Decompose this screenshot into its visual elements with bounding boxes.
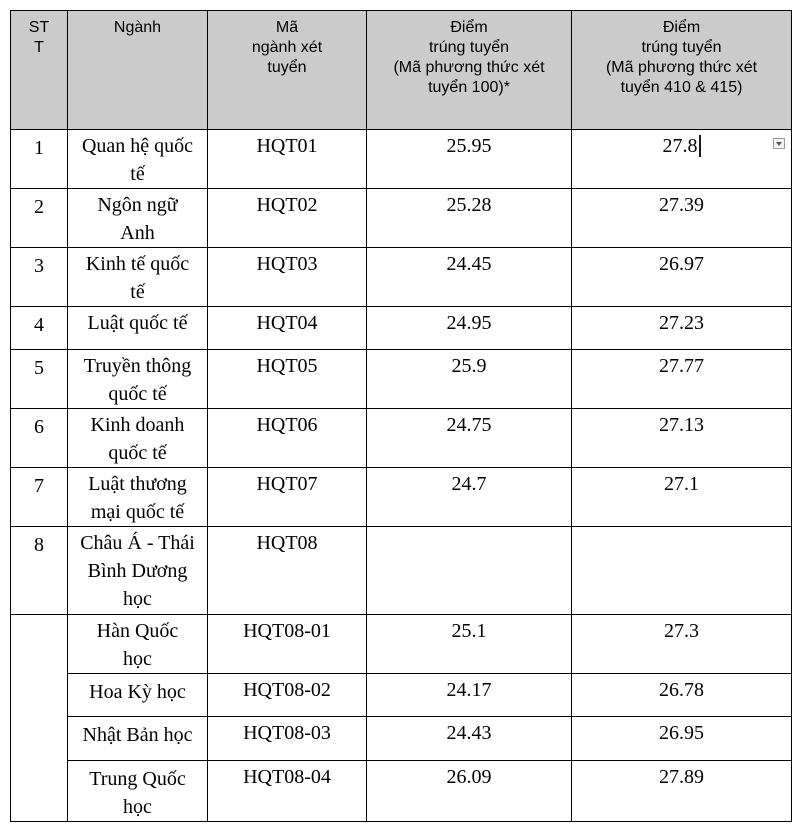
cell-diem-410: 26.78	[572, 674, 792, 717]
cell-nganh: Ngôn ngữ Anh	[68, 189, 208, 248]
cell-ma: HQT08-02	[208, 674, 367, 717]
cell-ma: HQT01	[208, 130, 367, 189]
cell-nganh: Hàn Quốc học	[68, 615, 208, 674]
cell-ma: HQT05	[208, 350, 367, 409]
cell-diem-100	[367, 527, 572, 615]
cell-diem-100: 26.09	[367, 761, 572, 822]
header-ma-nganh: Mã ngành xét tuyển	[208, 11, 367, 130]
cell-diem-410: 27.77	[572, 350, 792, 409]
cell-nganh: Kinh doanh quốc tế	[68, 409, 208, 468]
cell-ma: HQT08-04	[208, 761, 367, 822]
cell-ma: HQT08	[208, 527, 367, 615]
cell-diem-100: 24.95	[367, 307, 572, 350]
cell-diem-100: 24.75	[367, 409, 572, 468]
cell-ma: HQT02	[208, 189, 367, 248]
table-row	[11, 409, 792, 468]
table-row	[11, 307, 792, 350]
header-nganh: Ngành	[68, 11, 208, 130]
cell-stt: 6	[11, 409, 68, 468]
cell-nganh: Trung Quốc học	[68, 761, 208, 822]
cell-stt: 2	[11, 189, 68, 248]
admission-score-table	[10, 10, 792, 822]
cell-ma: HQT07	[208, 468, 367, 527]
cell-stt: 8	[11, 527, 68, 615]
table-row	[11, 615, 792, 674]
cell-diem-410: 27.23	[572, 307, 792, 350]
header-diem-100: Điểm trúng tuyển (Mã phương thức xét tuyển 100)*	[367, 11, 572, 130]
cell-nganh: Hoa Kỳ học	[68, 674, 208, 717]
cell-diem-410: 26.95	[572, 717, 792, 761]
cell-nganh: Nhật Bản học	[68, 717, 208, 761]
cell-nganh: Luật quốc tế	[68, 307, 208, 350]
cell-nganh: Quan hệ quốc tế	[68, 130, 208, 189]
table-row	[11, 717, 792, 761]
table-row	[11, 350, 792, 409]
table-row	[11, 761, 792, 822]
table-row	[11, 674, 792, 717]
cell-ma: HQT06	[208, 409, 367, 468]
header-diem-410-415: Điểm trúng tuyển (Mã phương thức xét tuyển 410 & 415)	[572, 11, 792, 130]
cell-diem-410: 27.3	[572, 615, 792, 674]
cell-stt: 3	[11, 248, 68, 307]
cell-value-with-cursor[interactable]: 27.8	[663, 135, 701, 157]
cell-diem-100: 25.9	[367, 350, 572, 409]
cell-nganh: Châu Á - Thái Bình Dương học	[68, 527, 208, 615]
cell-ma: HQT04	[208, 307, 367, 350]
table-row	[11, 248, 792, 307]
cell-nganh: Kinh tế quốc tế	[68, 248, 208, 307]
cell-diem-410-active[interactable]	[572, 130, 792, 189]
cell-stt: 1	[11, 130, 68, 189]
table-row	[11, 130, 792, 189]
cell-diem-410: 27.1	[572, 468, 792, 527]
cell-stt: 7	[11, 468, 68, 527]
header-row	[11, 11, 792, 130]
table-row	[11, 189, 792, 248]
cell-ma: HQT08-03	[208, 717, 367, 761]
table-row	[11, 468, 792, 527]
cell-diem-100: 24.17	[367, 674, 572, 717]
cell-ma: HQT03	[208, 248, 367, 307]
cell-diem-410	[572, 527, 792, 615]
cell-diem-100: 24.43	[367, 717, 572, 761]
cell-stt-merged	[11, 615, 68, 822]
cell-diem-100: 24.45	[367, 248, 572, 307]
cell-nganh: Luật thương mại quốc tế	[68, 468, 208, 527]
cell-diem-410: 26.97	[572, 248, 792, 307]
cell-diem-100: 25.28	[367, 189, 572, 248]
table-row	[11, 527, 792, 615]
cell-diem-100: 25.1	[367, 615, 572, 674]
cell-stt: 5	[11, 350, 68, 409]
cell-diem-410: 27.89	[572, 761, 792, 822]
header-stt: ST T	[11, 11, 68, 130]
cell-diem-100: 24.7	[367, 468, 572, 527]
cell-stt: 4	[11, 307, 68, 350]
cell-ma: HQT08-01	[208, 615, 367, 674]
cell-diem-100: 25.95	[367, 130, 572, 189]
cell-dropdown-icon[interactable]	[773, 138, 785, 149]
cell-diem-410: 27.39	[572, 189, 792, 248]
cell-nganh: Truyền thông quốc tế	[68, 350, 208, 409]
cell-diem-410: 27.13	[572, 409, 792, 468]
